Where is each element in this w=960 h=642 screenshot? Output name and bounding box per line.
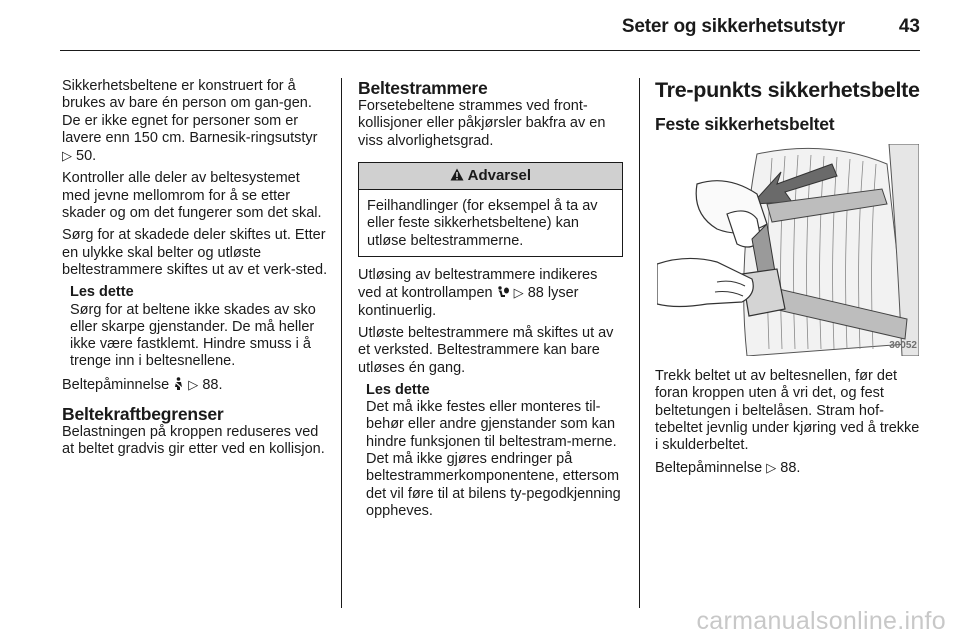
note-text: Det må ikke festes eller monteres til-behør eller andre gjenstander som kan hindre funksjonen til beltestram-merne. Det må ikke gjøres endringer på beltestrammerkomponentene, ettersom det vil føre til at bilens ty-pegodkjenning oppheves. xyxy=(366,399,621,519)
warning-header xyxy=(359,163,622,190)
seatbelt-illustration xyxy=(657,144,919,356)
note-text: Sørg for at beltene ikke skades av sko eller skarpe gjenstander. De må heller ikke være fastklemt. Hindre smuss i å trenge inn i beltesnellene. xyxy=(70,301,316,370)
paragraph xyxy=(62,376,328,394)
cross-reference-page: 50. xyxy=(76,148,97,165)
reminder-text: Beltepåminnelse xyxy=(62,376,170,393)
warning-label: Advarsel xyxy=(467,166,531,184)
cross-reference-page: 88. xyxy=(780,460,801,477)
warning-box xyxy=(358,162,623,257)
reminder-text: Beltepåminnelse xyxy=(655,460,763,477)
cross-reference-icon: ▷ xyxy=(62,148,72,164)
cross-reference-icon: ▷ xyxy=(513,285,524,301)
column-divider xyxy=(341,78,342,608)
note-box xyxy=(358,382,623,520)
paragraph-text: Utløsing av beltestrammere indikeres ved at kontrollampen xyxy=(358,267,598,302)
cross-reference-page: 88. xyxy=(202,376,223,393)
paragraph: Utløste beltestrammere må skiftes ut av et verksted. Beltestrammere kan bare utløses én gang. xyxy=(358,324,614,376)
paragraph: Trekk beltet ut av beltesnellen, før det foran kroppen uten å vri det, og fest beltetungen i beltelåsen. Stram hof-tebeltet jevnlig under kjøring ved å trekke i skulderbeltet. xyxy=(655,368,920,454)
cross-reference-page: 88 lyser xyxy=(527,285,579,302)
figure-number: 30052 xyxy=(889,339,917,351)
chapter-title: Tre-punkts sikkerhetsbelte xyxy=(655,78,920,102)
column-divider xyxy=(639,78,640,608)
note-box xyxy=(62,284,328,370)
cross-reference-icon: ▷ xyxy=(766,460,777,476)
paragraph: Belastningen på kroppen reduseres ved at beltet gradvis gir etter ved en kollisjon. xyxy=(62,424,325,458)
cross-reference-icon: ▷ xyxy=(188,376,199,392)
column-1 xyxy=(62,78,328,464)
watermark: carmanualsonline.info xyxy=(696,607,946,635)
note-label: Les dette xyxy=(70,284,134,301)
paragraph xyxy=(62,78,328,165)
warning-text: Feilhandlinger (for eksempel å ta av eller feste sikkerhetsbeltene) kan utløse beltestrammerne. xyxy=(367,198,598,249)
page-number: 43 xyxy=(898,16,920,37)
column-2 xyxy=(358,78,623,525)
paragraph: Kontroller alle deler av beltesystemet med jevne mellomrom for å se etter skader og om det fungerer som det skal. xyxy=(62,170,322,222)
section-heading: Beltestrammere xyxy=(358,78,488,98)
airbag-warning-lamp-icon xyxy=(497,286,510,299)
running-header-title: Seter og sikkerhetsutstyr xyxy=(621,16,845,37)
section-heading: Feste sikkerhetsbeltet xyxy=(655,114,835,134)
warning-triangle-icon xyxy=(450,168,464,181)
header-rule xyxy=(60,50,920,51)
column-3 xyxy=(655,78,925,483)
paragraph xyxy=(655,459,925,477)
fastening-seatbelt-drawing xyxy=(657,144,919,356)
paragraph xyxy=(358,267,623,320)
paragraph-text: kontinuerlig. xyxy=(358,302,437,319)
seatbelt-reminder-icon xyxy=(173,377,184,391)
paragraph-text: Sikkerhetsbeltene er konstruert for å brukes av bare én person om gan-gen. De er ikke egnet for personer som er lavere enn 150 cm. Barnesik-ringsutstyr xyxy=(62,78,318,146)
paragraph: Forsetebeltene strammes ved front-kollisjoner eller påkjørsler bakfra av en viss alvorlighetsgrad. xyxy=(358,98,606,149)
section-heading: Beltekraftbegrenser xyxy=(62,404,224,425)
note-label: Les dette xyxy=(366,381,430,398)
paragraph: Sørg for at skadede deler skiftes ut. Etter en ulykke skal belter og utløste beltestrammere skiftes ut av et verk-sted. xyxy=(62,227,328,278)
